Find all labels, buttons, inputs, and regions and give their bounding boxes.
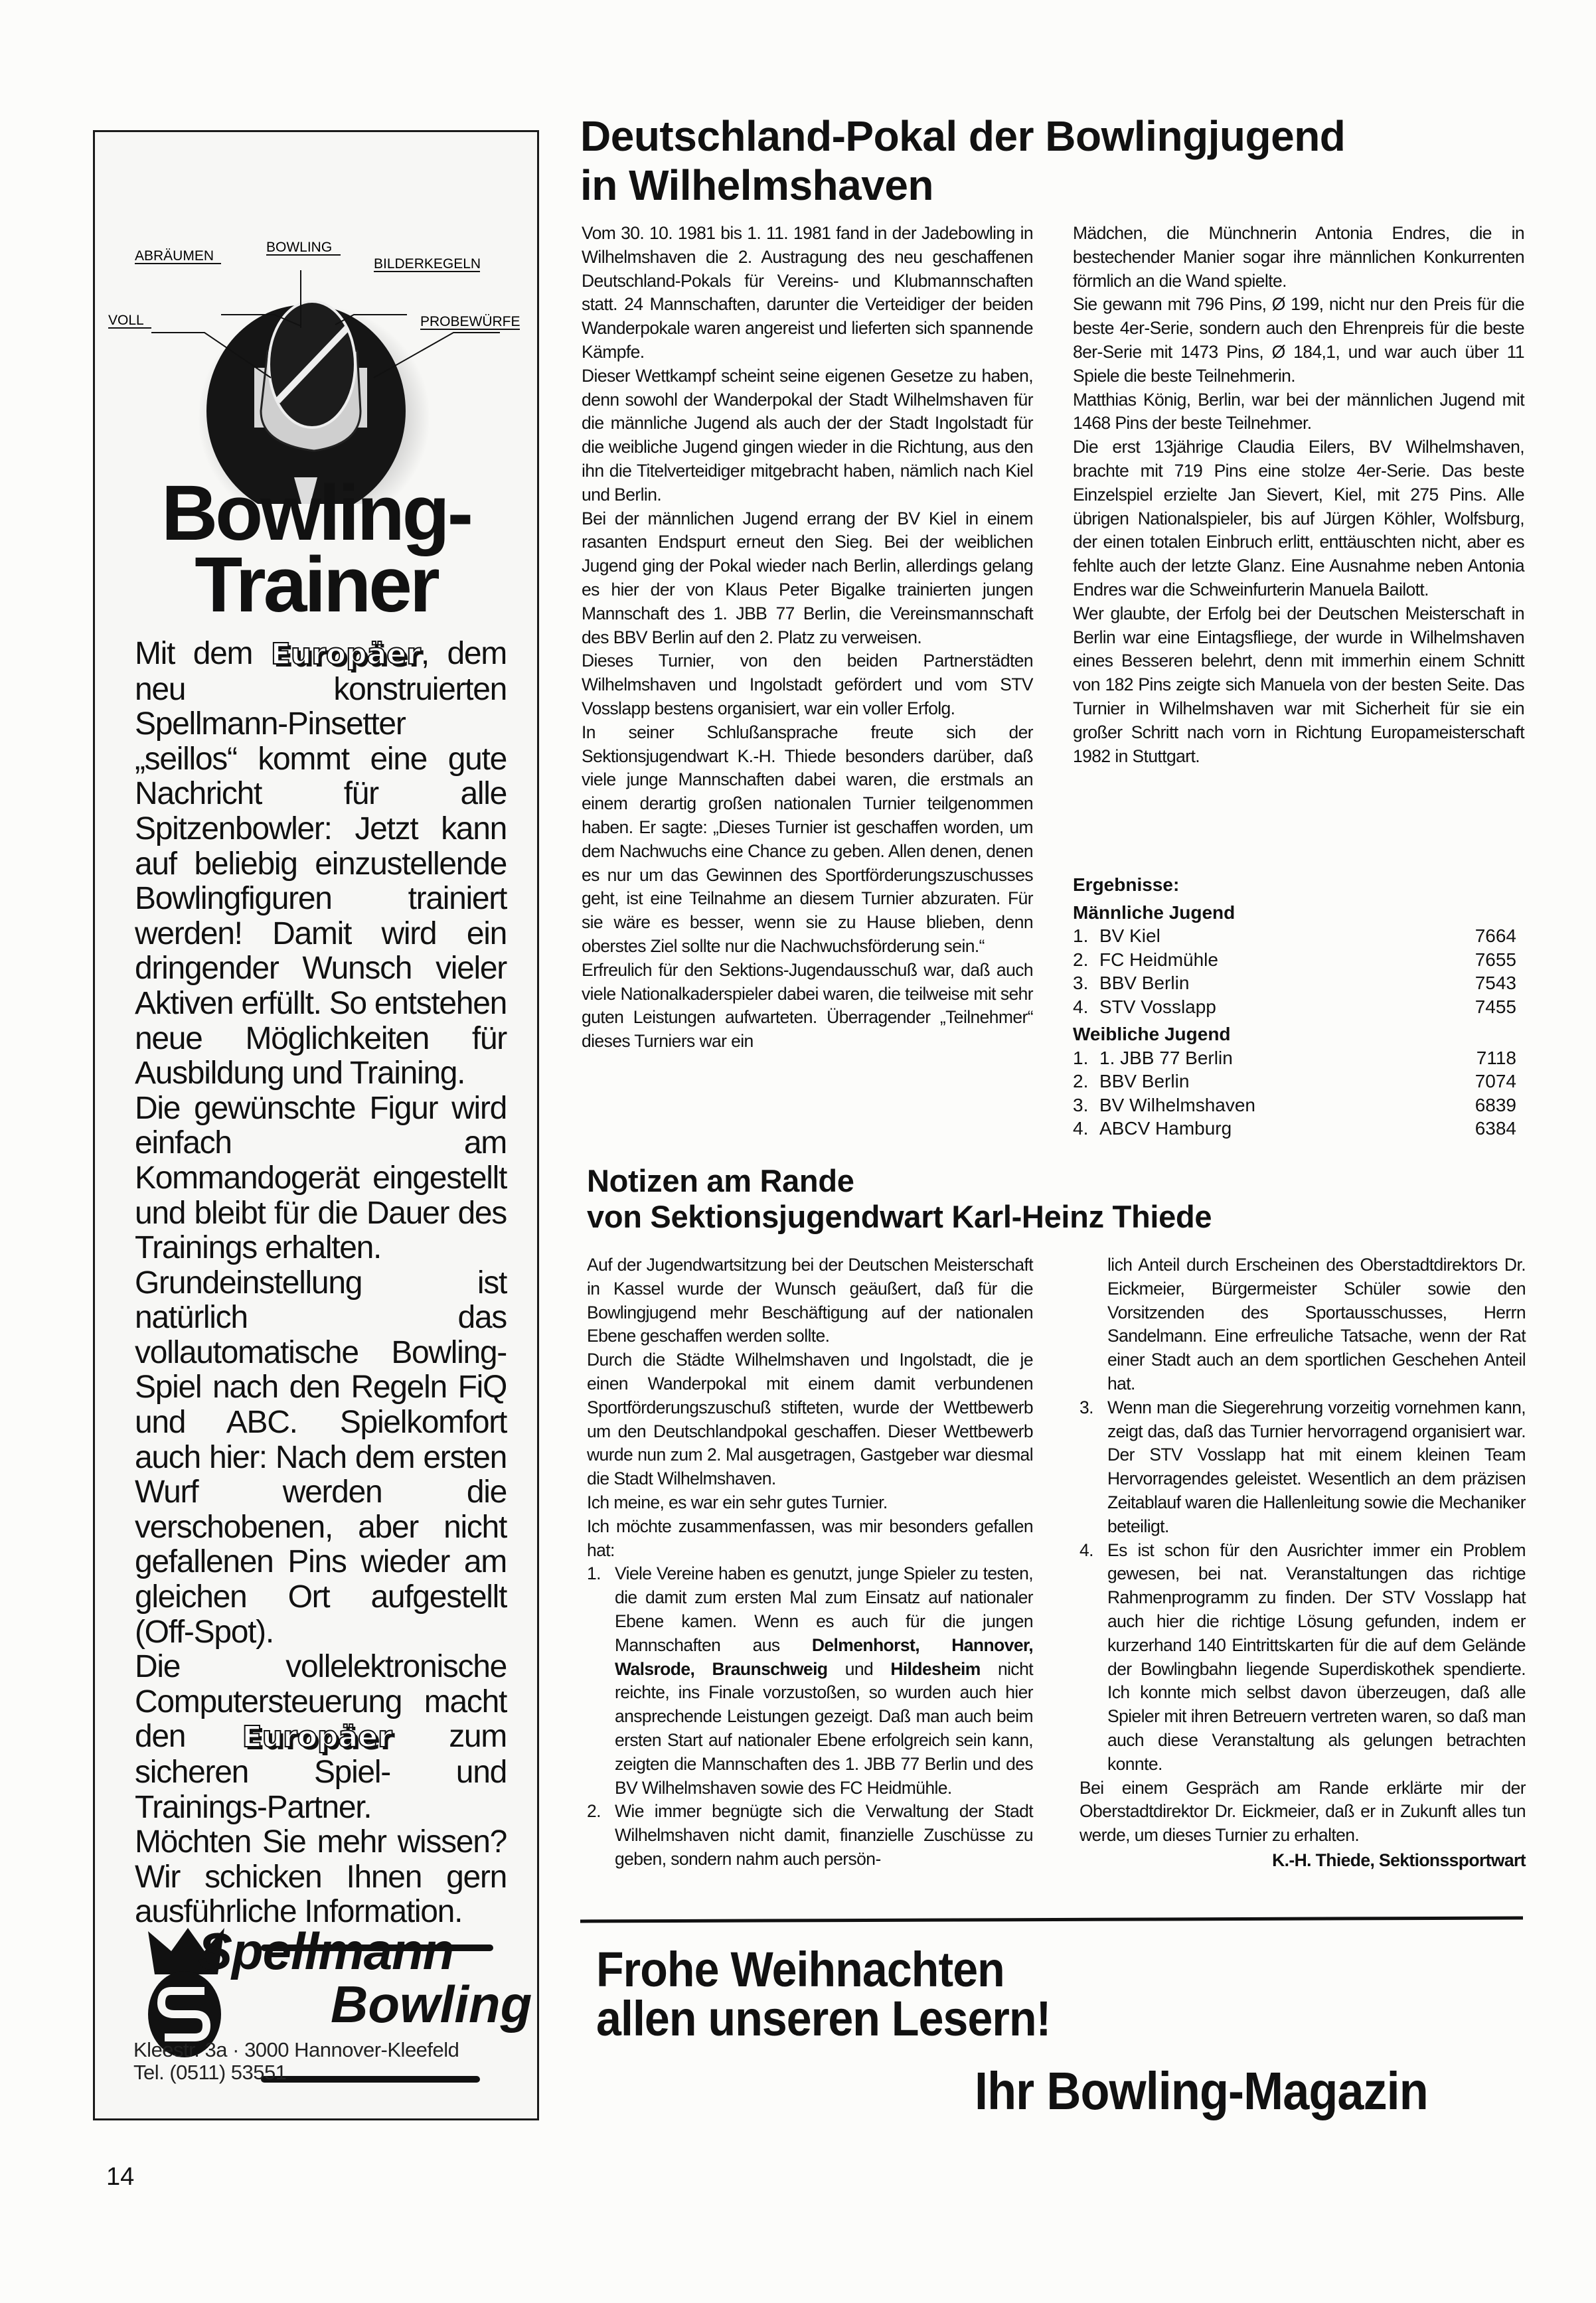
ad-headline bbox=[95, 469, 537, 629]
list-item-text: Wie immer begnügte sich die Verwaltung der Stadt Wilhelmshaven nicht damit, finanzielle Zuschüsse zu geben, sondern nahm auch persön- bbox=[615, 1801, 1033, 1869]
results-row bbox=[1073, 1117, 1516, 1141]
greeting-line2: allen unseren Lesern! bbox=[596, 1991, 1051, 2046]
company-address bbox=[133, 2039, 459, 2084]
article1-paragraph: Erfreulich für den Sektions-Jugendausschuß war, daß auch viele Nationalkaderspieler dabei waren, die teilweise mit sehr guten Leistungen aufwarteten. Überragender „Teilnehmer“ dieses Turniers war ein bbox=[582, 959, 1033, 1052]
list-item bbox=[587, 1800, 1033, 1871]
europaer-brand-mark: Europäer bbox=[242, 1720, 392, 1755]
results-heading: Ergebnisse: bbox=[1073, 874, 1180, 895]
dial-illustration bbox=[95, 132, 537, 504]
list-item-text: Wenn man die Siegerehrung vorzeitig vornehmen kann, zeigt das, daß das Turnier hervorragend organisiert war. Der STV Vosslapp hat mit einem kleinen Team Hervorragendes geleistet. Wesentlich an dem präzisen Zeitablauf waren die Hallenleitung sowie die Mechaniker beteiligt. bbox=[1107, 1397, 1526, 1536]
results-row bbox=[1073, 948, 1516, 972]
list-item-number: 2. bbox=[587, 1801, 601, 1822]
article1-paragraph: Vom 30. 10. 1981 bis 1. 11. 1981 fand in der Jadebowling in Wilhelmshaven die 2. Austragung des neu geschaffenen Deutschland-Pokals für Vereins- und Klubmannschaften statt. 24 Mannschaften, darunter die Verteidiger der beiden Wanderpokale waren angereist und lieferten sich spannende Kämpfe. bbox=[582, 223, 1033, 362]
article1-column1 bbox=[582, 222, 1033, 1054]
result-score: 7543 bbox=[1475, 973, 1516, 993]
result-team: BV Kiel bbox=[1099, 925, 1160, 946]
ad-paragraph bbox=[135, 637, 507, 1091]
results-row bbox=[1073, 924, 1516, 948]
ad-text: Die vollelektronische Computersteuerung macht den bbox=[135, 1649, 507, 1755]
article2-column2 bbox=[1079, 1253, 1526, 1873]
article1-paragraph: Sie gewann mit 796 Pins, Ø 199, nicht nur den Preis für die beste 4er-Serie, sondern auch den Ehrenpreis für die beste 8er-Serie mit 1473 Pins, Ø 184,1, und war auch über 11 Spiele die beste Teilnehmerin. bbox=[1073, 294, 1524, 386]
result-team: ABCV Hamburg bbox=[1099, 1118, 1232, 1139]
results-row bbox=[1073, 971, 1516, 995]
dial-label-bilderkegeln: BILDERKEGELN bbox=[374, 256, 481, 272]
page-number: 14 bbox=[106, 2163, 135, 2191]
dial-label-abraeumen: ABRÄUMEN bbox=[135, 248, 214, 264]
result-team: 1. JBB 77 Berlin bbox=[1099, 1047, 1233, 1068]
article1-title bbox=[580, 112, 1523, 210]
list-item bbox=[1079, 1539, 1526, 1777]
results-section-weiblich bbox=[1073, 1022, 1516, 1141]
logo-line-bowling: Bowling bbox=[331, 1975, 532, 2033]
ad-body-text bbox=[135, 637, 507, 1930]
result-score: 7664 bbox=[1475, 925, 1516, 946]
result-rank: 2. bbox=[1073, 1071, 1089, 1091]
results-section-title: Weibliche Jugend bbox=[1073, 1024, 1231, 1044]
result-score: 7074 bbox=[1475, 1071, 1516, 1091]
result-team: BBV Berlin bbox=[1099, 973, 1190, 993]
article2-signature: K.-H. Thiede, Sektionssportwart bbox=[1272, 1850, 1526, 1870]
result-team: STV Vosslapp bbox=[1099, 996, 1216, 1017]
article1-column2 bbox=[1073, 222, 1524, 768]
list-item-bold-city: Hildesheim bbox=[890, 1658, 981, 1679]
list-item-text: und bbox=[827, 1658, 891, 1679]
results-row bbox=[1073, 1093, 1516, 1117]
greeting-sender: Ihr Bowling-Magazin bbox=[975, 2061, 1428, 2120]
europaer-brand-mark: Europäer bbox=[270, 637, 421, 671]
result-team: BV Wilhelmshaven bbox=[1099, 1094, 1255, 1115]
control-dial-icon bbox=[95, 132, 537, 504]
advertisement-box bbox=[93, 130, 539, 2120]
article1-title-line1: Deutschland-Pokal der Bowlingjugend bbox=[580, 112, 1346, 160]
article1-paragraph: Matthias König, Berlin, war bei der männlichen Jugend mit 1468 Pins der beste Teilnehmer. bbox=[1073, 389, 1524, 434]
ad-headline-line1: Bowling- bbox=[161, 469, 471, 557]
article1-paragraph: Wer glaubte, der Erfolg bei der Deutschen Meisterschaft in Berlin war eine Eintagsfliege, der wurde in Wilhelmshaven eines Besseren belehrt, denn mit immerhin einem Schnitt von 182 Pins zeigte sich Manuela von der besten Seite. Das Turnier in Wilhelmshaven war mit Sicherheit für sie ein großer Schritt nach vorn in Richtung Europameisterschaft 1982 in Stuttgart. bbox=[1073, 603, 1524, 766]
ad-headline-line2: Trainer bbox=[195, 541, 438, 629]
article1-paragraph: Die erst 13jährige Claudia Eilers, BV Wilhelmshaven, brachte mit 719 Pins eine stolze 4er-Serie. Das beste Einzelspiel erzielte Jan Sievert, Kiel, mit 275 Pins. Alle übrigen Nationalspieler, bis auf Jürgen Köhler, Wolfsburg, der einen totalen Einbruch erlitt, enttäuschten nicht, aber es fehlte auch der letzte Glanz. Eine Ausnahme neben Antonia Endres war die Schweinfurterin Manuela Bailott. bbox=[1073, 437, 1524, 599]
spellmann-logo-text bbox=[198, 1922, 532, 2033]
results-row bbox=[1073, 1046, 1516, 1070]
article1-title-line2: in Wilhelmshaven bbox=[580, 161, 933, 209]
result-rank: 3. bbox=[1073, 973, 1089, 993]
result-score: 7455 bbox=[1475, 996, 1516, 1017]
result-team: BBV Berlin bbox=[1099, 1071, 1190, 1091]
ad-paragraph bbox=[135, 1650, 507, 1825]
article1-paragraph: Dieses Turnier, von den beiden Partnerstädten Wilhelmshaven und Ingolstadt gefördert und vom STV Vosslapp bestens organisiert, war ein voller Erfolg. bbox=[582, 651, 1033, 718]
dial-label-probewuerfe: PROBEWÜRFE bbox=[420, 314, 520, 329]
result-score: 7655 bbox=[1475, 949, 1516, 970]
ad-paragraph: Die gewünschte Figur wird einfach am Kommandogerät eingestellt und bleibt für die Dauer des Trainings erhalten. bbox=[135, 1090, 507, 1266]
address-phone: Tel. (0511) 53551 bbox=[133, 2061, 287, 2084]
article2-paragraph: Ich meine, es war ein sehr gutes Turnier. bbox=[587, 1492, 888, 1512]
article1-paragraph: Mädchen, die Münchnerin Antonia Endres, die in bestechender Manier sogar ihre männlichen Konkurrenten förmlich an die Wand spielte. bbox=[1073, 223, 1524, 291]
result-score: 6839 bbox=[1475, 1094, 1516, 1115]
result-team: FC Heidmühle bbox=[1099, 949, 1218, 970]
results-row bbox=[1073, 995, 1516, 1019]
ad-paragraph: Möchten Sie mehr wissen? Wir schicken Ihnen gern ausführliche Information. bbox=[135, 1824, 507, 1930]
article2-paragraph: Durch die Städte Wilhelmshaven und Ingolstadt, die je einen Wanderpokal mit einem damit verbundenen Sportförderungszuschuß stifteten, wurde der Wettbewerb um den Deutschlandpokal geschaffen. Dieser Wettbewerb wurde nun zum 2. Mal ausgetragen, Gastgeber war diesmal die Stadt Wilhelmshaven. bbox=[587, 1350, 1033, 1489]
ad-paragraph: Grundeinstellung ist natürlich das vollautomatische Bowling-Spiel nach den Regeln FiQ und ABC. Spielkomfort auch hier: Nach dem ersten Wurf werden die verschobenen, aber nicht gefallenen Pins wieder am gleichen Ort aufgestellt (Off-Spot). bbox=[135, 1265, 507, 1650]
article2-title-line1: Notizen am Rande bbox=[587, 1163, 854, 1198]
results-section-maennlich bbox=[1073, 901, 1516, 1019]
christmas-greeting bbox=[596, 1942, 1051, 2046]
list-item bbox=[1079, 1396, 1526, 1539]
result-rank: 4. bbox=[1073, 996, 1089, 1017]
article2-title bbox=[587, 1163, 1530, 1235]
divider-rule bbox=[580, 1917, 1523, 1923]
article2-title-line2: von Sektionsjugendwart Karl-Heinz Thiede bbox=[587, 1199, 1212, 1234]
logo-line-spellmann: Spellmann bbox=[198, 1922, 454, 1980]
list-item-text: nicht reichte, ins Finale vorzustoßen, so wurden auch hier ansprechende Leistungen gezeigt. Daß man auch beim ersten Start auf nationaler Ebene erfolgreich sein kann, zeigten die Mannschaften des 1. JBB 77 Berlin und des BV Wilhelmshaven sowie des FC Heidmühle. bbox=[615, 1658, 1033, 1798]
article1-paragraph: Dieser Wettkampf scheint seine eigenen Gesetze zu haben, denn sowohl der Wanderpokal der Stadt Wilhelmshaven für die männliche Jugend als auch der der Stadt Ingolstadt für die weibliche Jugend gingen wieder in die Richtung, aus den ihn die Titelverteidiger mitgebracht haben, nämlich nach Kiel und Berlin. bbox=[582, 365, 1033, 505]
list-item-number: 1. bbox=[587, 1563, 601, 1584]
results-section-title: Männliche Jugend bbox=[1073, 902, 1236, 923]
result-score: 7118 bbox=[1476, 1047, 1516, 1068]
article2-paragraph: Ich möchte zusammenfassen, was mir besonders gefallen hat: bbox=[587, 1516, 1033, 1560]
result-rank: 1. bbox=[1073, 1047, 1089, 1068]
address-street: Kleestr. 3a bbox=[133, 2038, 227, 2061]
results-row bbox=[1073, 1070, 1516, 1093]
article1-paragraph: Bei der männlichen Jugend errang der BV Kiel in einem rasanten Endspurt erneut den Sieg. Bei der weiblichen Jugend ging der Pokal wieder nach Berlin, allerdings gelang es hier der von Klaus Peter Bigalke trainierten jungen Mannschaft des 1. JBB 77 Berlin, die Vereinsmannschaft des BBV Berlin auf den 2. Platz zu verweisen. bbox=[582, 508, 1033, 647]
results-table bbox=[1073, 873, 1516, 1141]
result-rank: 2. bbox=[1073, 949, 1089, 970]
ad-text: , dem neu konstruierten Spellmann-Pinsetter „seillos“ kommt eine gute Nachricht für alle Spitzenbowler: Jetzt kann auf beliebig einzustellende Bowlingfiguren trainiert werden! Damit wird ein dringender Wunsch vieler Aktiven erfüllt. So entstehen neue Möglichkeiten für Ausbildung und Training. bbox=[135, 636, 507, 1091]
list-item-text: Viele Vereine haben es genutzt, junge Spieler zu testen, die damit zum ersten Mal zum Einsatz auf nationaler Ebene kamen. Wenn es auch für die jungen Mannschaften aus bbox=[615, 1563, 1033, 1655]
address-city: 3000 Hannover-Kleefeld bbox=[244, 2038, 459, 2061]
dial-label-bowling: BOWLING bbox=[266, 240, 333, 255]
article2-list bbox=[587, 1562, 1033, 1871]
article2-closing: Bei einem Gespräch am Rande erklärte mir der Oberstadtdirektor Dr. Eickmeier, daß er in Zukunft alles tun werde, um dieses Turnier zu erhalten. bbox=[1079, 1777, 1526, 1846]
greeting-line1: Frohe Weihnachten bbox=[596, 1942, 1004, 1997]
list-item-number: 3. bbox=[1079, 1397, 1093, 1417]
ad-text: Mit dem bbox=[135, 636, 253, 671]
result-rank: 1. bbox=[1073, 925, 1089, 946]
list-item bbox=[587, 1562, 1033, 1800]
result-score: 6384 bbox=[1475, 1118, 1516, 1139]
article2-paragraph: Auf der Jugendwartsitzung bei der Deutschen Meisterschaft in Kassel wurde der Wunsch geäußert, daß für die Bowlingjugend mehr Beschäftigung auf der nationalen Ebene geschaffen werden sollte. bbox=[587, 1255, 1033, 1346]
address-separator: · bbox=[232, 2038, 239, 2061]
ad-text: zum sicheren Spiel- und Trainings-Partner. bbox=[135, 1719, 507, 1825]
list-item-number: 4. bbox=[1079, 1540, 1093, 1560]
list-item-bold-cities: Delmenhorst, Hannover, Walsrode, Braunschweig bbox=[615, 1634, 1033, 1679]
result-rank: 3. bbox=[1073, 1094, 1089, 1115]
list-item-continuation: lich Anteil durch Erscheinen des Oberstadtdirektors Dr. Eickmeier, Bürgermeister Schüler sowie den Vorsitzenden des Sportausschusses, Herrn Sandelmann. Eine erfreuliche Tatsache, wenn der Rat einer Stadt auch an dem sportlichen Geschehen Anteil hat. bbox=[1107, 1255, 1526, 1393]
article2-column1 bbox=[587, 1253, 1033, 1871]
result-rank: 4. bbox=[1073, 1118, 1089, 1139]
list-item-text: Es ist schon für den Ausrichter immer ein Problem gewesen, bei nat. Veranstaltungen das richtige Rahmenprogramm zu finden. Der STV Vosslapp hat auch hier die richtige Lösung gefunden, indem er kurzerhand 140 Eintrittskarten für die auf dem Gelände der Bowlingbahn liegende Superdiskothek spendierte. Ich konnte mich selbst davon überzeugen, daß alle Spieler mit ihren Betreuern vertreten waren, so daß man auch diese Veranstaltung als gelungen betrachten konnte. bbox=[1107, 1540, 1526, 1774]
dial-label-voll: VOLL bbox=[108, 313, 144, 328]
article1-paragraph: In seiner Schlußansprache freute sich der Sektionsjugendwart K.-H. Thiede besonders darüber, daß viele junge Mannschaften dabei waren, die erstmals an einem derartig großen nationalen Turnier teilgenommen haben. Er sagte: „Dieses Turnier ist geschaffen worden, um dem Nachwuchs eine Chance zu geben. Allen denen, denen es nur um das Gewinnen des Sportförderungszuschusses geht, ist eine Teilnahme an diesem Turnier abzuraten. Für sie wäre es besser, wenn sie zu Hause blieben, denn oberstes Ziel sollte nur die Nachwuchsförderung sein.“ bbox=[582, 722, 1033, 956]
article2-list bbox=[1079, 1396, 1526, 1777]
